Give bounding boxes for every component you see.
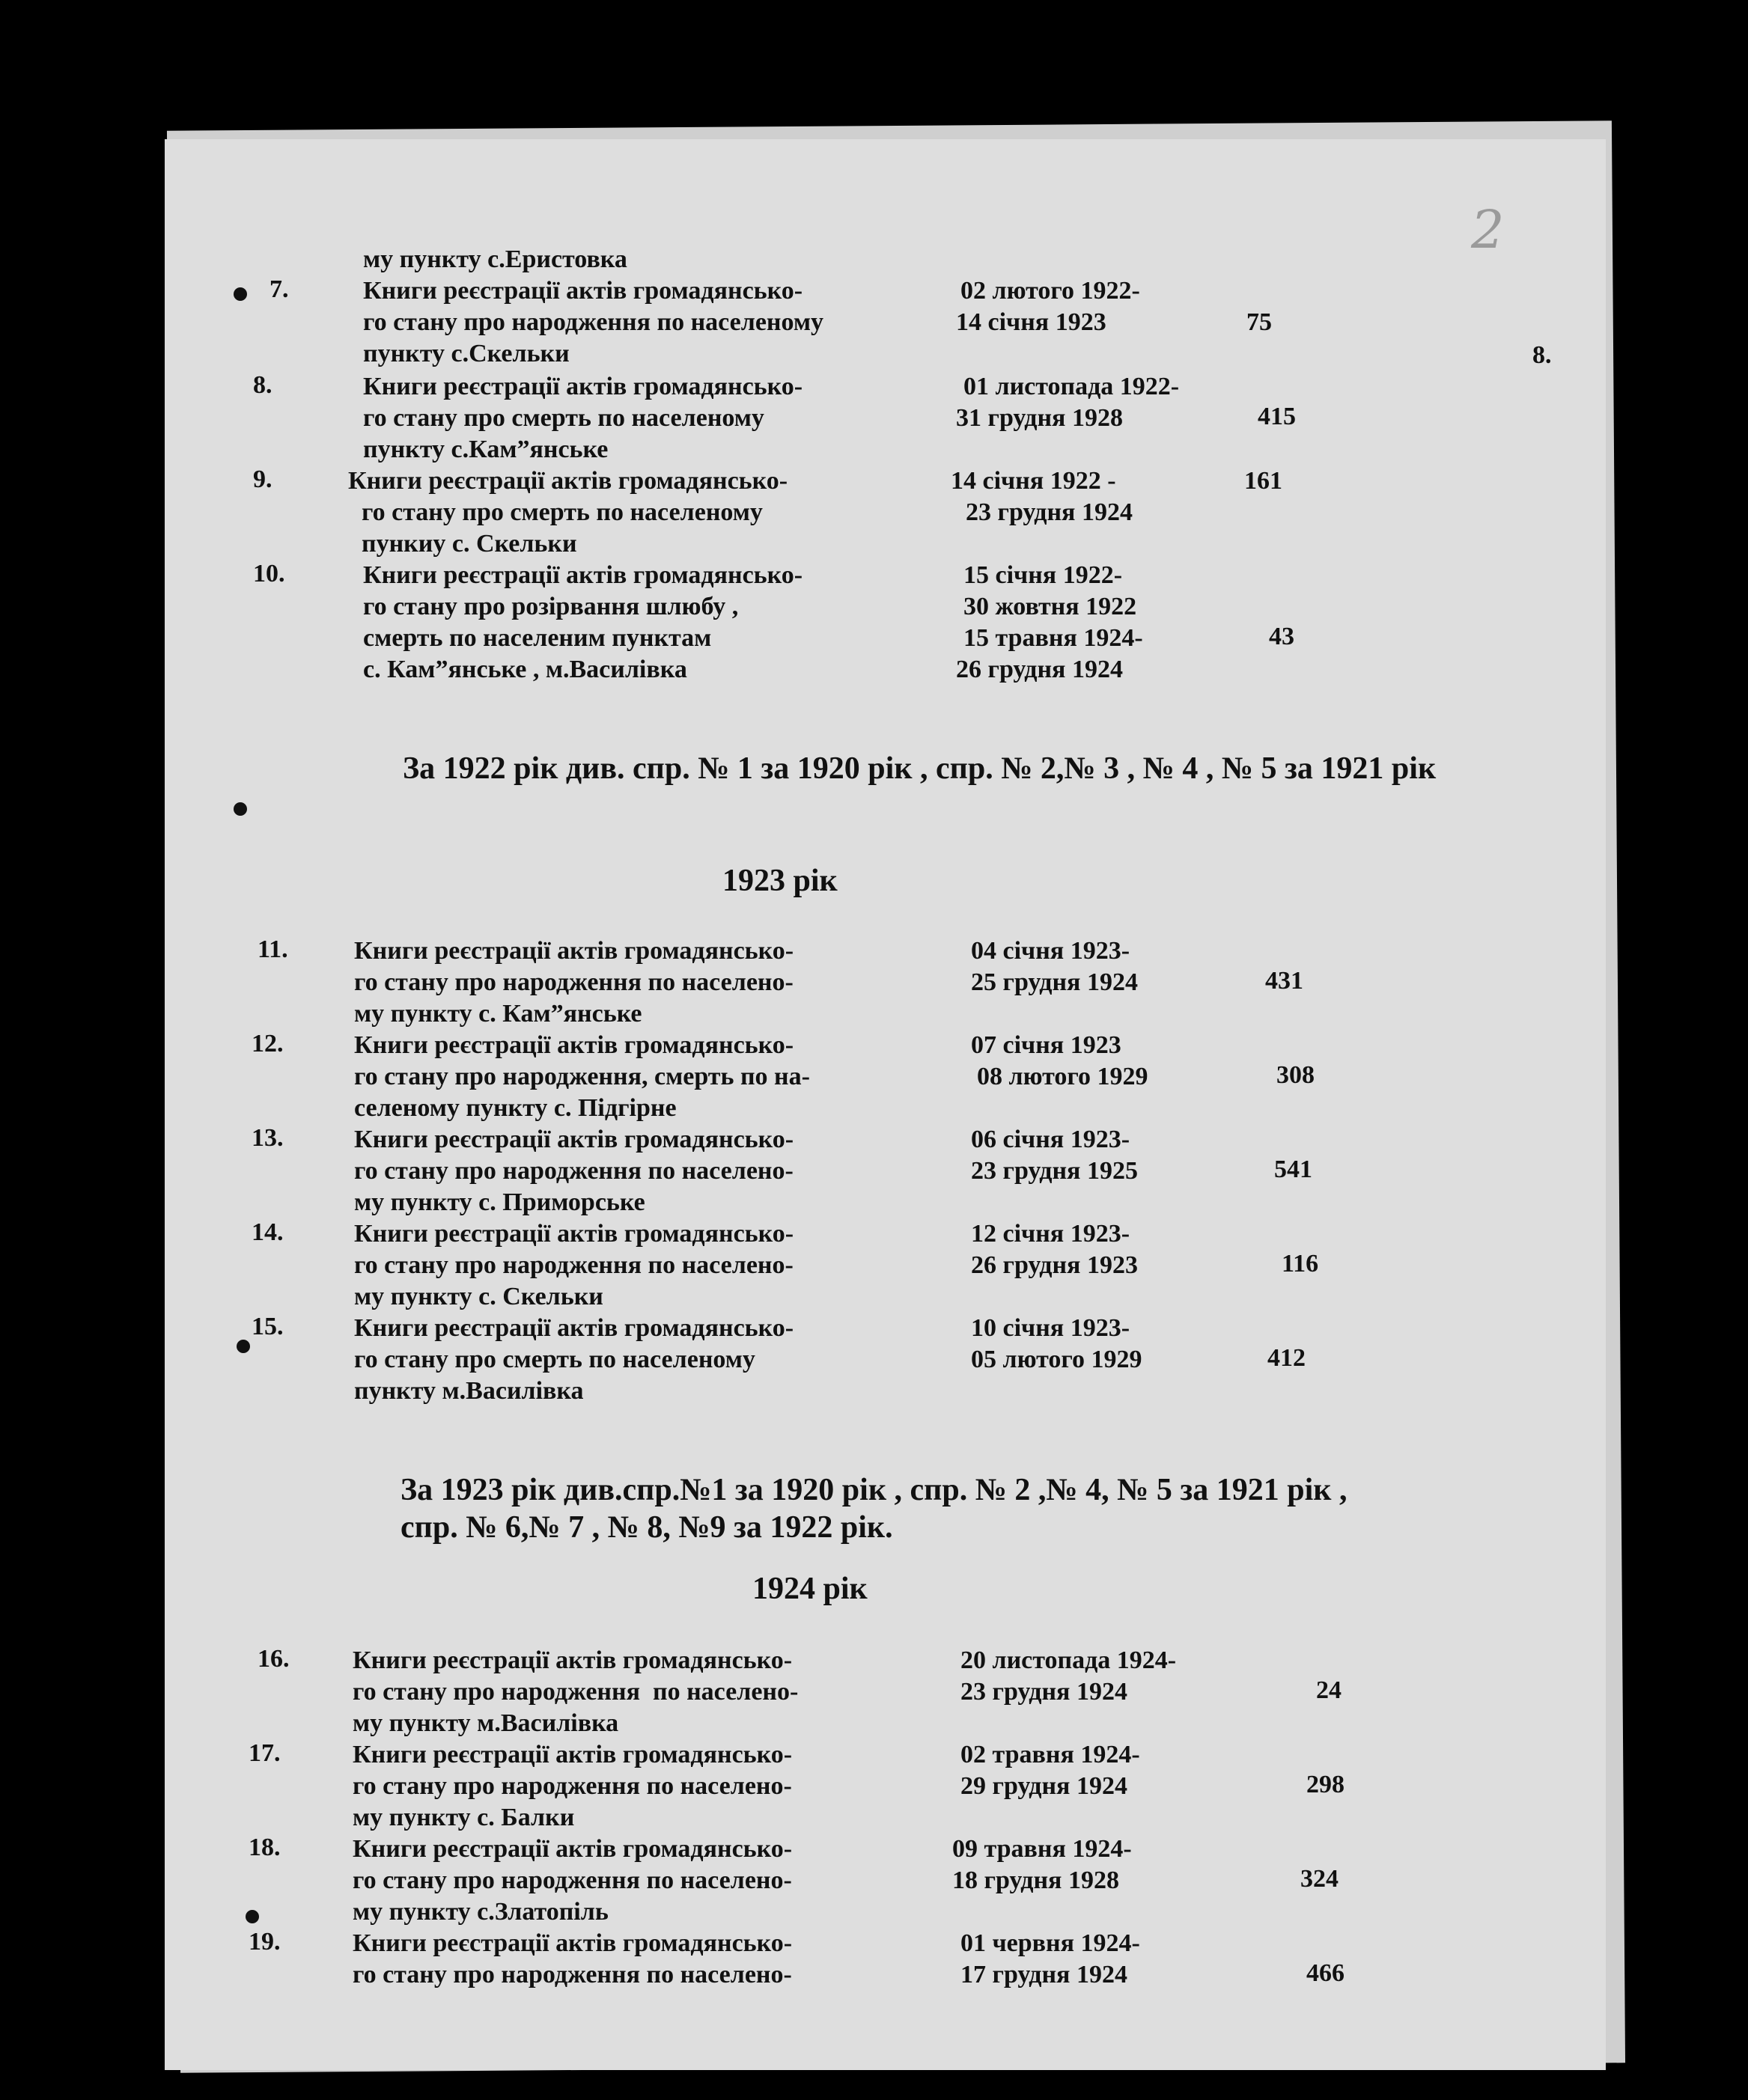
entry-description: Книги реєстрації актів громадянсько- го стану про народження по населено- му пункту м.Василівка — [353, 1646, 799, 1737]
header-line: му пункту с.Еристовка — [363, 245, 627, 273]
entry-number: 14. — [252, 1218, 284, 1246]
entry-description: Книги реєстрації актів громадянсько- го стану про смерть по населеному пункту с.Кам”янське — [363, 373, 803, 463]
entry-number: 18. — [249, 1834, 281, 1861]
entry-description: Книги реєстрації актів громадянсько- го стану про народження по населеному пункту с.Скельки — [363, 277, 824, 367]
entry-description: Книги реєстрації актів громадянсько- го стану про народження по населено- му пункту с. Скельки — [354, 1220, 794, 1310]
year-heading: 1924 рік — [752, 1572, 868, 1606]
entry-dates: 15 січня 1922- 30 жовтня 1922 15 травня 1924- 26 грудня 1924 — [956, 561, 1143, 683]
binding-hole — [246, 1910, 259, 1923]
entry-count: 43 — [1269, 623, 1294, 650]
entry-number: 13. — [252, 1124, 284, 1152]
entry-number: 19. — [249, 1928, 281, 1956]
entry-dates: 14 січня 1922 - 23 грудня 1924 — [951, 467, 1133, 526]
entry-dates: 06 січня 1923- 23 грудня 1925 — [971, 1126, 1138, 1185]
entry-dates: 07 січня 1923 08 лютого 1929 — [971, 1031, 1148, 1090]
entry-count: 24 — [1316, 1676, 1342, 1704]
entry-count: 75 — [1246, 308, 1272, 336]
entry-description: Книги реєстрації актів громадянсько- го стану про народження по населено- му пункту с. Балки — [353, 1741, 793, 1831]
page-number-mark: 2 — [1471, 199, 1505, 260]
entry-dates: 02 травня 1924- 29 грудня 1924 — [960, 1741, 1140, 1800]
entry-count: 415 — [1258, 403, 1296, 430]
entry-number: 15. — [252, 1313, 284, 1340]
entry-count: 412 — [1267, 1344, 1306, 1372]
entry-dates: 12 січня 1923- 26 грудня 1923 — [971, 1220, 1138, 1279]
entry-dates: 01 червня 1924- 17 грудня 1924 — [960, 1929, 1140, 1988]
entry-number: 7. — [269, 275, 289, 303]
cross-reference-note: За 1923 рік див.спр.№1 за 1920 рік , спр. № 2 ,№ 4, № 5 за 1921 рік , спр. № 6,№ 7 , № 8, №9 за 1922 рік. — [401, 1473, 1347, 1545]
entry-number: 12. — [252, 1030, 284, 1057]
entry-description: Книги реєстрації актів громадянсько- го стану про розірвання шлюбу , смерть по населеним пунктам с. Кам”янське , м.Василівка — [363, 561, 803, 683]
entry-count: 298 — [1306, 1771, 1345, 1798]
entry-description: Книги реєстрації актів громадянсько- го стану про народження по населено- му пункту с. Приморське — [354, 1126, 794, 1216]
entry-description: Книги реєстрації актів громадянсько- го стану про народження по населено- му пункту с.Златопіль — [353, 1835, 793, 1926]
entry-number: 17. — [249, 1739, 281, 1767]
entry-count: 324 — [1300, 1865, 1339, 1893]
entry-description: Книги реєстрації актів громадянсько- го стану про смерть по населеному пункту м.Василівка — [354, 1314, 794, 1405]
entry-description: Книги реєстрації актів громадянсько- го стану про народження по населено- — [353, 1929, 793, 1988]
entry-count: 466 — [1306, 1959, 1345, 1987]
entry-count: 308 — [1276, 1061, 1315, 1089]
binding-hole — [237, 1340, 250, 1353]
binding-hole — [234, 802, 247, 816]
entry-dates: 04 січня 1923- 25 грудня 1924 — [971, 937, 1138, 996]
entry-dates: 10 січня 1923- 05 лютого 1929 — [971, 1314, 1142, 1373]
entry-dates: 02 лютого 1922- 14 січня 1923 — [956, 277, 1140, 336]
entry-dates: 20 листопада 1924- 23 грудня 1924 — [960, 1646, 1177, 1706]
entry-dates: 01 листопада 1922- 31 грудня 1928 — [956, 373, 1180, 432]
document-page — [165, 139, 1606, 2070]
entry-count: 116 — [1282, 1250, 1319, 1278]
entry-count: 541 — [1274, 1156, 1312, 1183]
entry-number: 11. — [258, 935, 288, 963]
entry-description: Книги реєстрації актів громадянсько- го стану про смерть по населеному пункиу с. Скельки — [348, 467, 788, 558]
entry-dates: 09 травня 1924- 18 грудня 1928 — [952, 1835, 1132, 1894]
year-heading: 1923 рік — [722, 864, 838, 898]
entry-description: Книги реєстрації актів громадянсько- го стану про народження, смерть по на- селеному пункту с. Підгірне — [354, 1031, 810, 1122]
entry-number: 10. — [253, 560, 285, 587]
entry-count: 161 — [1244, 467, 1282, 495]
entry-number: 8. — [253, 371, 272, 399]
entry-count: 431 — [1265, 967, 1303, 995]
entry-number: 16. — [258, 1645, 290, 1673]
entry-number: 9. — [253, 466, 272, 493]
entry-description: Книги реєстрації актів громадянсько- го стану про народження по населено- му пункту с. Кам”янське — [354, 937, 794, 1028]
binding-hole — [234, 287, 247, 301]
side-number: 8. — [1532, 341, 1552, 369]
cross-reference-note: За 1922 рік див. спр. № 1 за 1920 рік , спр. № 2,№ 3 , № 4 , № 5 за 1921 рік — [403, 751, 1437, 786]
